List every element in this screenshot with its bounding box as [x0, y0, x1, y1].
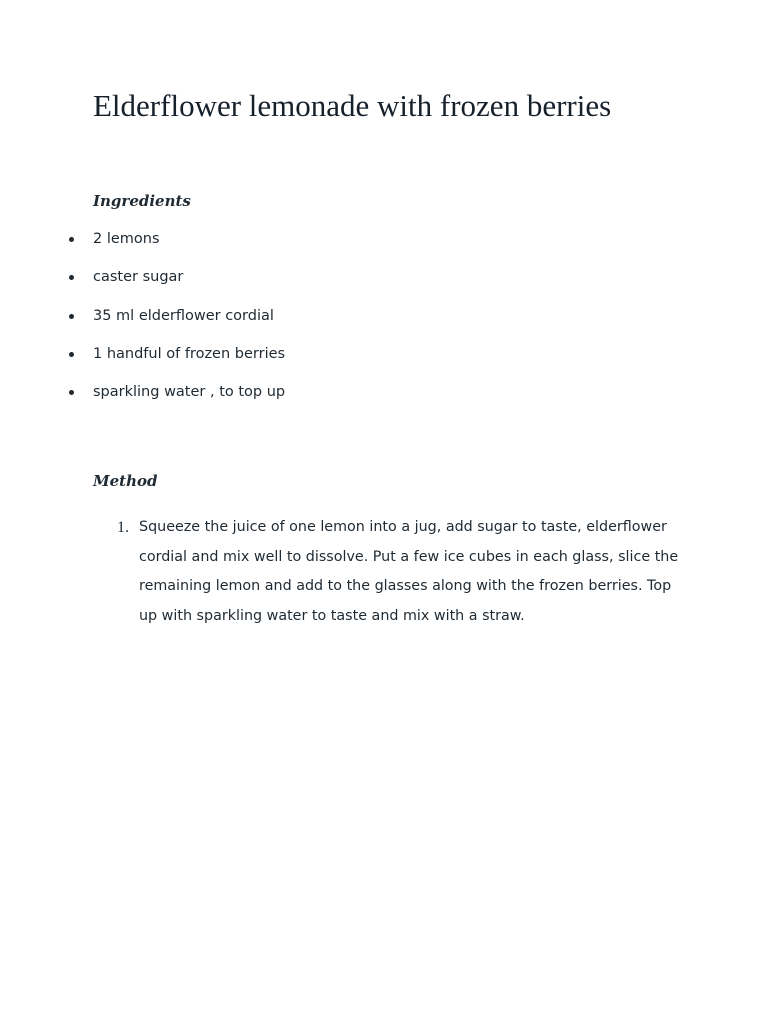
method-list [0, 513, 679, 631]
recipe-title: Elderflower lemonade with frozen berries [93, 88, 612, 123]
bullet-icon [69, 275, 74, 280]
bullet-icon [69, 237, 74, 242]
method-step [0, 513, 679, 631]
method-heading: Method [93, 472, 158, 490]
step-number: 1. [117, 519, 129, 536]
bullet-icon [69, 314, 74, 319]
ingredient-text: 1 handful of frozen berries [93, 345, 286, 362]
bullet-icon [69, 390, 74, 395]
bullet-icon [69, 352, 74, 357]
ingredients-heading: Ingredients [93, 192, 191, 210]
ingredient-text: sparkling water , to top up [93, 384, 286, 401]
ingredient-text: 35 ml elderflower cordial [93, 307, 274, 324]
ingredient-text: 2 lemons [93, 231, 160, 247]
step-text: Squeeze the juice of one lemon into a jug, add sugar to taste, elderflower cordial and mix well to dissolve. Put a few ice cubes in each glass, slice the remaining lemon and add to the glasses along with the frozen berries. Top up with sparkling water to taste and mix with a straw. [139, 519, 679, 624]
ingredient-text: caster sugar [93, 269, 184, 286]
